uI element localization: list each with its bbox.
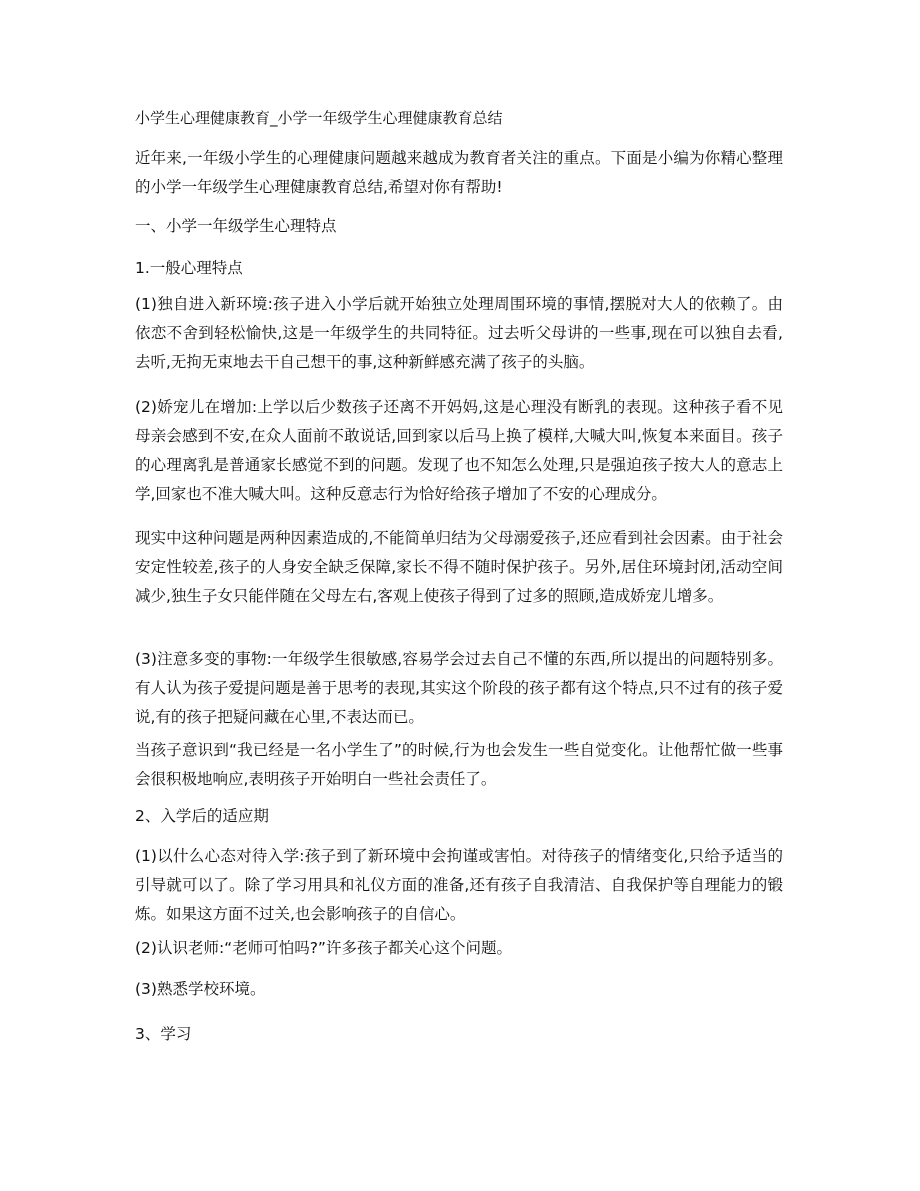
subheading-adaptation-period: 2、入学后的适应期 [135, 807, 269, 825]
paragraph-school-environment: (3)熟悉学校环境。 [135, 980, 266, 998]
section-heading-psych-traits: 一、小学一年级学生心理特点 [135, 217, 337, 235]
paragraph-pampered-children: (2)娇宠儿在增加:上学以后少数孩子还离不开妈妈,这是心理没有断乳的表现。这种孩子看不见母亲会感到不安,在众人面前不敢说话,回到家以后马上换了模样,大喊大叫,恢复本来面目。孩子的心理离乳是普通家长感觉不到的问题。发现了也不知怎么处理,只是强迫孩子按大人的意志上学,回家也不准大喊大叫。这种反意志行为恰好给孩子增加了不安的心理成分。 [135, 398, 783, 503]
paragraph-knowing-teacher: (2)认识老师:“老师可怕吗?”许多孩子都关心这个问题。 [135, 939, 512, 957]
paragraph-attitude-entering-school: (1)以什么心态对待入学:孩子到了新环境中会拘谨或害怕。对待孩子的情绪变化,只给予适当的引导就可以了。除了学习用具和礼仪方面的准备,还有孩子自我清洁、自我保护等自理能力的锻炼。如果这方面不过关,也会影响孩子的自信心。 [135, 847, 783, 923]
paragraph-self-awareness: 当孩子意识到“我已经是一名小学生了”的时候,行为也会发生一些自觉变化。让他帮忙做一些事会很积极地响应,表明孩子开始明白一些社会责任了。 [135, 741, 783, 788]
intro-paragraph: 近年来,一年级小学生的心理健康问题越来越成为教育者关注的重点。下面是小编为你精心整理的小学一年级学生心理健康教育总结,希望对你有帮助! [135, 149, 783, 196]
subheading-general-traits: 1.一般心理特点 [135, 259, 243, 277]
subheading-learning: 3、学习 [135, 1025, 192, 1043]
paragraph-new-environment: (1)独自进入新环境:孩子进入小学后就开始独立处理周围环境的事情,摆脱对大人的依赖了。由依恋不舍到轻松愉快,这是一年级学生的共同特征。过去听父母讲的一些事,现在可以独自去看,去听,无拘无束地去干自己想干的事,这种新鲜感充满了孩子的头脑。 [135, 295, 783, 371]
document-title: 小学生心理健康教育_小学一年级学生心理健康教育总结 [135, 109, 503, 127]
paragraph-social-factors: 现实中这种问题是两种因素造成的,不能简单归结为父母溺爱孩子,还应看到社会因素。由于社会安定性较差,孩子的人身安全缺乏保障,家长不得不随时保护孩子。另外,居住环境封闭,活动空间减少,独生子女只能伴随在父母左右,客观上使孩子得到了过多的照顾,造成娇宠儿增多。 [135, 529, 783, 605]
paragraph-changing-things: (3)注意多变的事物:一年级学生很敏感,容易学会过去自己不懂的东西,所以提出的问题特别多。有人认为孩子爱提问题是善于思考的表现,其实这个阶段的孩子都有这个特点,只不过有的孩子爱说,有的孩子把疑问藏在心里,不表达而已。 [135, 650, 783, 726]
